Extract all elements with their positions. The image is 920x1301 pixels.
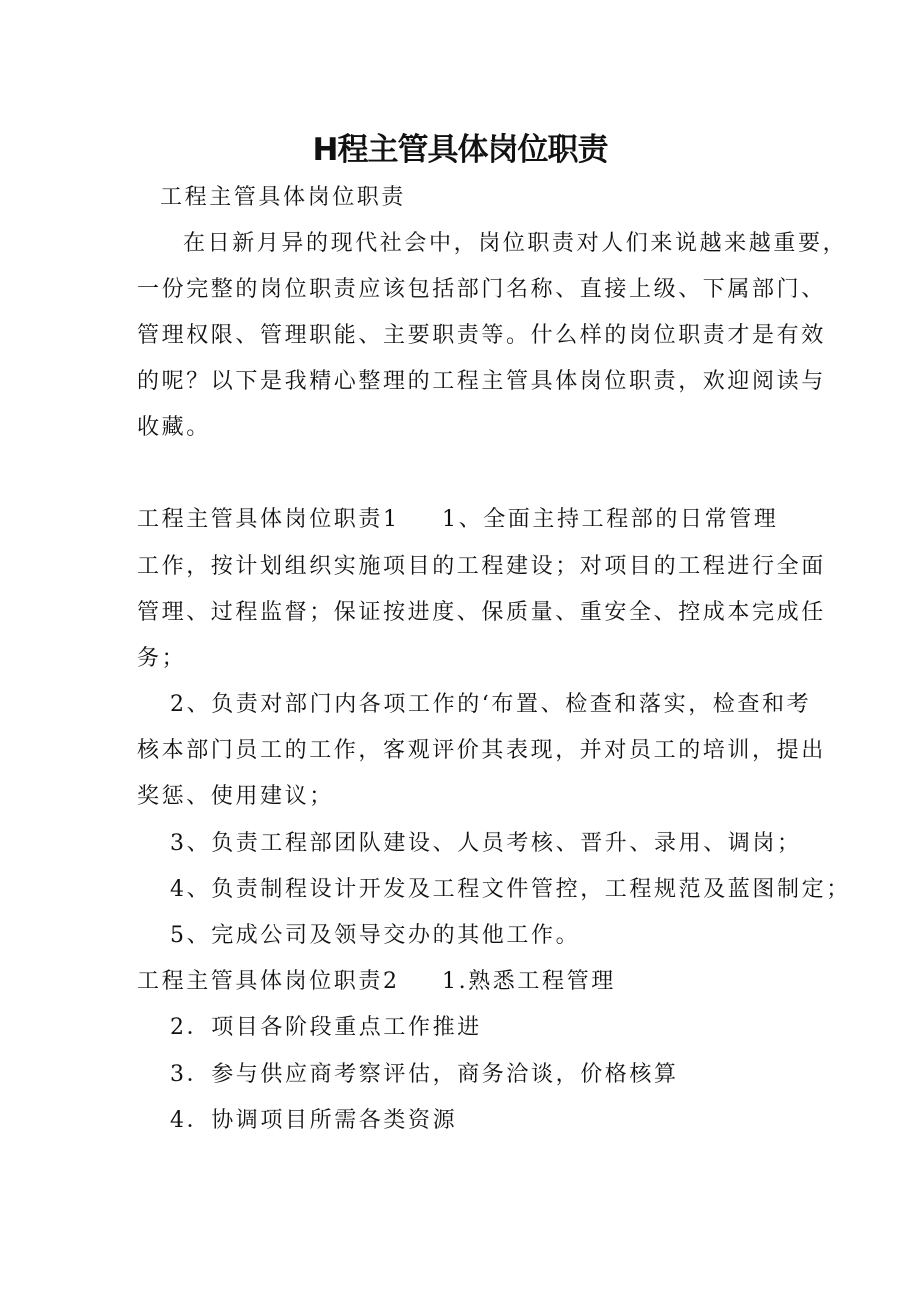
section-2-line: 4．协调项目所需各类资源 — [170, 1108, 458, 1133]
section-2-line: 2．项目各阶段重点工作推进 — [170, 1015, 482, 1040]
section-1-line: 3、负责工程部团队建设、人员考核、晋升、录用、调岗； — [170, 831, 802, 856]
intro-line: 一份完整的岗位职责应该包括部门名称、直接上级、下属部门、 — [137, 277, 826, 302]
section-1-line: 奖惩、使用建议； — [137, 784, 334, 809]
section-2-line: 3．参与供应商考察评估，商务洽谈，价格核算 — [170, 1062, 679, 1087]
intro-line: 收藏。 — [137, 415, 211, 440]
section-1-item-1: 1、全面主持工程部的日常管理 — [442, 507, 779, 532]
section-1-line: 核本部门员工的工作，客观评价其表现，并对员工的培训，提出 — [137, 738, 826, 763]
section-1-line: 4、负责制程设计开发及工程文件管控，工程规范及蓝图制定； — [170, 877, 851, 902]
intro-line: 管理权限、管理职能、主要职责等。什么样的岗位职责才是有效 — [137, 323, 826, 348]
section-2-item-1: 1.熟悉工程管理 — [442, 969, 616, 994]
intro-line: 在日新月异的现代社会中，岗位职责对人们来说越来越重要， — [183, 231, 848, 256]
section-2-heading: 工程主管具体岗位职责2 — [137, 969, 400, 994]
section-1-line: 管理、过程监督；保证按进度、保质量、重安全、控成本完成任 — [137, 600, 826, 625]
document-subtitle: 工程主管具体岗位职责 — [160, 185, 407, 210]
section-1-heading: 工程主管具体岗位职责1 — [137, 507, 400, 532]
document-title: H程主管具体岗位职责 — [312, 132, 608, 168]
intro-line: 的呢？以下是我精心整理的工程主管具体岗位职责，欢迎阅读与 — [137, 369, 826, 394]
section-1-line: 务； — [137, 646, 187, 671]
section-1-line: 工作，按计划组织实施项目的工程建设；对项目的工程进行全面 — [137, 554, 826, 579]
section-1-line: 5、完成公司及领导交办的其他工作。 — [170, 923, 581, 948]
section-1-line: 2、负责对部门内各项工作的‘布置、检查和落实，检查和考 — [170, 692, 812, 717]
